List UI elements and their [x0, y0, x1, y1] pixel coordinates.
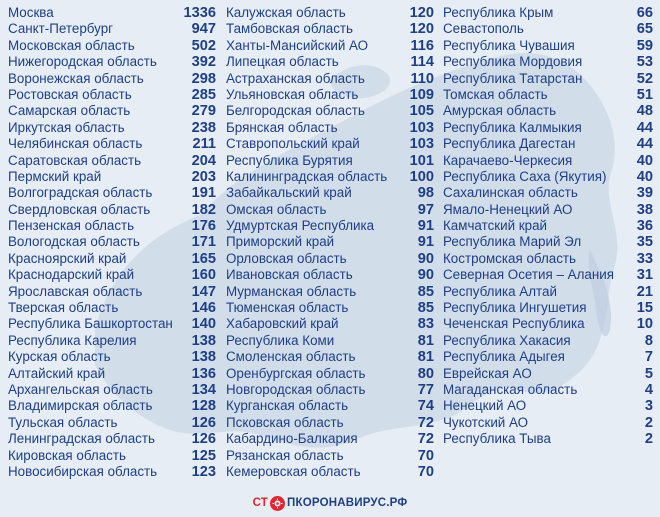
- region-case-count: 947: [191, 21, 216, 38]
- region-case-count: 114: [410, 54, 434, 71]
- region-case-count: 70: [417, 447, 434, 464]
- region-name: Курганская область: [226, 398, 349, 414]
- region-name: Чукотский АО: [443, 414, 529, 430]
- region-case-count: 66: [636, 5, 653, 21]
- region-row: [443, 21, 653, 37]
- region-row: [8, 202, 216, 218]
- region-case-count: 39: [636, 185, 653, 202]
- region-case-count: 110: [410, 70, 434, 87]
- region-name: Ульяновская область: [226, 86, 359, 102]
- region-row: [443, 71, 653, 87]
- region-name: Ивановская область: [226, 267, 353, 283]
- region-row: [443, 251, 653, 267]
- region-case-count: 140: [191, 316, 216, 333]
- region-case-count: 52: [636, 70, 653, 87]
- region-row: [226, 87, 434, 103]
- region-name: Севастополь: [443, 21, 524, 37]
- region-row: [8, 54, 216, 70]
- region-name: Воронежская область: [8, 70, 144, 86]
- region-case-count: 171: [191, 234, 216, 251]
- region-row: [8, 136, 216, 152]
- region-row: [443, 103, 653, 119]
- region-case-count: 40: [636, 152, 653, 169]
- virus-stop-icon: [270, 496, 285, 511]
- region-case-count: 90: [417, 250, 434, 267]
- region-case-count: 5: [644, 365, 653, 382]
- region-row: [443, 218, 653, 234]
- region-name: Тюменская область: [226, 300, 349, 316]
- region-name: Республика Дагестан: [443, 136, 576, 152]
- region-name: Республика Карелия: [8, 332, 137, 348]
- region-case-count: 116: [410, 37, 434, 54]
- region-case-count: 125: [191, 447, 216, 464]
- region-name: Санкт-Петербург: [8, 21, 114, 37]
- region-name: Кабардино-Балкария: [226, 431, 358, 447]
- region-case-count: 59: [636, 37, 653, 54]
- region-row: [226, 54, 434, 70]
- region-case-count: 211: [192, 136, 216, 153]
- region-name: Чеченская Республика: [443, 316, 585, 332]
- region-row: [226, 38, 434, 54]
- region-row: [226, 71, 434, 87]
- region-row: [8, 382, 216, 398]
- region-name: Магаданская область: [443, 381, 578, 397]
- region-case-count: 279: [191, 103, 216, 120]
- region-name: Ростовская область: [8, 86, 132, 102]
- region-row: [443, 349, 653, 365]
- region-row: [226, 185, 434, 201]
- region-case-count: 81: [417, 349, 434, 366]
- region-row: [226, 267, 434, 283]
- region-case-count: 3: [644, 398, 653, 415]
- logo-text-end: ПКОРОНАВИРУС.РФ: [287, 497, 408, 509]
- region-row: [443, 5, 653, 21]
- region-name: Еврейская АО: [443, 365, 532, 381]
- region-row: [226, 251, 434, 267]
- region-column-1: [8, 5, 216, 480]
- region-row: [443, 333, 653, 349]
- region-case-count: 21: [636, 283, 653, 300]
- region-row: [443, 415, 653, 431]
- region-case-count: 126: [191, 414, 216, 431]
- region-case-count: 44: [636, 136, 653, 153]
- region-name: Кемеровская область: [226, 463, 361, 479]
- region-case-count: 146: [191, 300, 216, 317]
- region-row: [8, 5, 216, 21]
- region-row: [226, 366, 434, 382]
- region-case-count: 126: [191, 431, 216, 448]
- region-name: Республика Бурятия: [226, 152, 353, 168]
- region-name: Красноярский край: [8, 250, 127, 266]
- region-case-count: 392: [191, 54, 216, 71]
- region-row: [443, 431, 653, 447]
- region-row: [226, 284, 434, 300]
- region-name: Москва: [8, 5, 54, 20]
- region-name: Республика Ингушетия: [443, 300, 587, 316]
- region-row: [443, 185, 653, 201]
- region-row: [8, 464, 216, 480]
- region-case-count: 105: [409, 103, 434, 120]
- region-row: [226, 382, 434, 398]
- region-name: Республика Алтай: [443, 283, 557, 299]
- region-case-count: 2: [644, 414, 653, 431]
- region-row: [443, 54, 653, 70]
- region-name: Челябинская область: [8, 136, 143, 152]
- region-name: Свердловская область: [8, 201, 151, 217]
- region-row: [443, 136, 653, 152]
- region-case-count: 90: [417, 267, 434, 284]
- region-name: Волгоградская область: [8, 185, 153, 201]
- region-row: [443, 366, 653, 382]
- region-case-count: 2: [644, 431, 653, 448]
- region-name: Псковская область: [226, 414, 344, 430]
- region-name: Ямало-Ненецкий АО: [443, 201, 573, 217]
- region-name: Архангельская область: [8, 381, 153, 397]
- region-case-count: 191: [191, 185, 216, 202]
- region-case-count: 147: [191, 283, 216, 300]
- region-name: Рязанская область: [226, 447, 344, 463]
- region-name: Оренбургская область: [226, 365, 366, 381]
- region-case-count: 204: [191, 152, 216, 169]
- region-name: Республика Татарстан: [443, 70, 583, 86]
- region-case-count: 138: [191, 349, 216, 366]
- region-row: [443, 202, 653, 218]
- region-name: Хабаровский край: [226, 316, 339, 332]
- region-name: Иркутская область: [8, 119, 125, 135]
- region-name: Республика Чувашия: [443, 37, 575, 53]
- region-case-count: 4: [644, 381, 653, 398]
- region-name: Республика Башкортостан: [8, 316, 173, 332]
- region-case-count: 123: [191, 463, 216, 480]
- region-case-count: 128: [191, 398, 216, 415]
- region-row: [8, 448, 216, 464]
- region-case-count: 176: [191, 218, 216, 235]
- region-row: [8, 87, 216, 103]
- region-row: [443, 234, 653, 250]
- region-case-count: 120: [409, 5, 434, 21]
- region-name: Республика Хакасия: [443, 332, 571, 348]
- region-row: [8, 185, 216, 201]
- region-name: Республика Марий Эл: [443, 234, 582, 250]
- region-row: [226, 5, 434, 21]
- region-row: [226, 333, 434, 349]
- region-name: Алтайский край: [8, 365, 106, 381]
- region-name: Тульская область: [8, 414, 118, 430]
- region-row: [8, 169, 216, 185]
- region-name: Смоленская область: [226, 349, 356, 365]
- region-row: [443, 284, 653, 300]
- region-case-count: 103: [409, 119, 434, 136]
- region-row: [8, 71, 216, 87]
- region-name: Московская область: [8, 37, 135, 53]
- region-case-count: 98: [417, 185, 434, 202]
- region-case-count: 160: [191, 267, 216, 284]
- region-row: [226, 234, 434, 250]
- region-name: Камчатский край: [443, 218, 548, 234]
- region-name: Тверская область: [8, 300, 119, 316]
- region-case-count: 238: [191, 119, 216, 136]
- region-row: [226, 21, 434, 37]
- region-row: [8, 300, 216, 316]
- region-name: Приморский край: [226, 234, 335, 250]
- region-row: [443, 398, 653, 414]
- region-row: [8, 153, 216, 169]
- region-case-count: 80: [417, 365, 434, 382]
- region-name: Карачаево-Черкесия: [443, 152, 573, 168]
- region-row: [8, 267, 216, 283]
- region-name: Самарская область: [8, 103, 131, 119]
- region-case-count: 36: [636, 218, 653, 235]
- region-row: [443, 38, 653, 54]
- region-name: Белгородская область: [226, 103, 365, 119]
- region-row: [226, 398, 434, 414]
- region-name: Республика Калмыкия: [443, 119, 582, 135]
- region-name: Астраханская область: [226, 70, 365, 86]
- region-case-count: 33: [636, 250, 653, 267]
- region-case-count: 103: [409, 136, 434, 153]
- region-case-count: 44: [636, 119, 653, 136]
- region-row: [443, 382, 653, 398]
- footer: [0, 493, 660, 513]
- region-name: Забайкальский край: [226, 185, 352, 201]
- region-case-count: 48: [636, 103, 653, 120]
- region-row: [443, 153, 653, 169]
- region-case-count: 74: [417, 398, 434, 415]
- region-case-count: 298: [191, 70, 216, 87]
- region-name: Республика Саха (Якутия): [443, 168, 607, 184]
- region-name: Ставропольский край: [226, 136, 360, 152]
- region-case-count: 91: [417, 218, 434, 235]
- region-row: [226, 202, 434, 218]
- region-row: [443, 169, 653, 185]
- region-row: [8, 284, 216, 300]
- region-row: [226, 218, 434, 234]
- region-name: Ленинградская область: [8, 431, 155, 447]
- region-case-count: 91: [417, 234, 434, 251]
- region-row: [8, 103, 216, 119]
- region-column-3: [443, 5, 653, 448]
- region-name: Удмуртская Республика: [226, 218, 375, 234]
- region-case-count: 38: [636, 201, 653, 218]
- region-row: [8, 251, 216, 267]
- region-case-count: 77: [417, 381, 434, 398]
- region-name: Мурманская область: [226, 283, 357, 299]
- region-name: Владимирская область: [8, 398, 153, 414]
- region-name: Новгородская область: [226, 381, 366, 397]
- region-row: [443, 87, 653, 103]
- region-name: Пензенская область: [8, 218, 135, 234]
- region-name: Омская область: [226, 201, 327, 217]
- region-case-count: 97: [417, 201, 434, 218]
- region-column-2: [226, 5, 434, 480]
- region-row: [226, 431, 434, 447]
- region-name: Республика Тыва: [443, 431, 551, 447]
- region-row: [226, 103, 434, 119]
- region-case-count: 40: [636, 168, 653, 185]
- region-case-count: 70: [417, 463, 434, 480]
- region-case-count: 100: [409, 168, 434, 185]
- region-case-count: 81: [417, 332, 434, 349]
- region-case-count: 53: [636, 54, 653, 71]
- region-name: Пермский край: [8, 168, 102, 184]
- region-row: [226, 349, 434, 365]
- region-name: Северная Осетия – Алания: [443, 267, 614, 283]
- region-case-count: 7: [644, 349, 653, 366]
- region-row: [226, 300, 434, 316]
- region-name: Калужская область: [226, 5, 346, 20]
- region-case-count: 101: [409, 152, 434, 169]
- region-row: [8, 316, 216, 332]
- region-case-count: 502: [191, 37, 216, 54]
- region-case-count: 83: [417, 316, 434, 333]
- region-case-count: 1336: [183, 5, 216, 21]
- region-row: [8, 415, 216, 431]
- region-row: [8, 349, 216, 365]
- region-case-count: 72: [417, 414, 434, 431]
- region-row: [226, 464, 434, 480]
- region-case-count: 51: [636, 86, 653, 103]
- region-row: [8, 38, 216, 54]
- region-row: [443, 120, 653, 136]
- region-name: Нижегородская область: [8, 54, 157, 70]
- region-row: [8, 366, 216, 382]
- region-name: Республика Крым: [443, 5, 554, 20]
- region-name: Костромская область: [443, 250, 577, 266]
- region-name: Орловская область: [226, 250, 347, 266]
- region-case-count: 8: [644, 332, 653, 349]
- region-name: Республика Коми: [226, 332, 335, 348]
- region-name: Курская область: [8, 349, 111, 365]
- region-row: [8, 120, 216, 136]
- region-name: Республика Мордовия: [443, 54, 583, 70]
- region-name: Кировская область: [8, 447, 126, 463]
- region-name: Республика Адыгея: [443, 349, 565, 365]
- region-name: Калининградская область: [226, 168, 388, 184]
- region-name: Ярославская область: [8, 283, 143, 299]
- region-case-count: 134: [191, 381, 216, 398]
- region-case-count: 72: [417, 431, 434, 448]
- region-name: Ханты-Мансийский АО: [226, 37, 369, 53]
- region-case-count: 31: [636, 267, 653, 284]
- region-row: [226, 120, 434, 136]
- region-case-count: 203: [191, 168, 216, 185]
- region-name: Ненецкий АО: [443, 398, 527, 414]
- region-name: Тамбовская область: [226, 21, 354, 37]
- region-row: [226, 415, 434, 431]
- region-row: [8, 398, 216, 414]
- region-name: Амурская область: [443, 103, 557, 119]
- region-name: Сахалинская область: [443, 185, 578, 201]
- region-row: [8, 431, 216, 447]
- region-case-count: 120: [409, 21, 434, 38]
- site-logo: [253, 496, 408, 511]
- region-row: [443, 267, 653, 283]
- region-case-count: 35: [636, 234, 653, 251]
- region-row: [443, 300, 653, 316]
- region-case-count: 182: [191, 201, 216, 218]
- region-row: [226, 169, 434, 185]
- region-row: [8, 21, 216, 37]
- logo-text-start: СТ: [252, 497, 269, 509]
- region-case-count: 136: [191, 365, 216, 382]
- region-name: Краснодарский край: [8, 267, 135, 283]
- region-case-count: 65: [636, 21, 653, 38]
- region-name: Новосибирская область: [8, 463, 158, 479]
- region-row: [8, 333, 216, 349]
- region-case-count: 15: [636, 300, 653, 317]
- region-case-count: 165: [191, 250, 216, 267]
- region-row: [8, 234, 216, 250]
- region-row: [226, 316, 434, 332]
- region-name: Липецкая область: [226, 54, 339, 70]
- region-case-count: 109: [409, 86, 434, 103]
- region-row: [226, 136, 434, 152]
- region-case-count: 10: [636, 316, 653, 333]
- region-name: Вологодская область: [8, 234, 140, 250]
- region-case-count: 138: [191, 332, 216, 349]
- region-case-count: 85: [417, 300, 434, 317]
- region-name: Брянская область: [226, 119, 338, 135]
- region-name: Томская область: [443, 86, 548, 102]
- region-row: [226, 153, 434, 169]
- region-row: [8, 218, 216, 234]
- region-case-count: 85: [417, 283, 434, 300]
- region-row: [443, 316, 653, 332]
- region-name: Саратовская область: [8, 152, 142, 168]
- region-row: [226, 448, 434, 464]
- region-case-count: 285: [191, 86, 216, 103]
